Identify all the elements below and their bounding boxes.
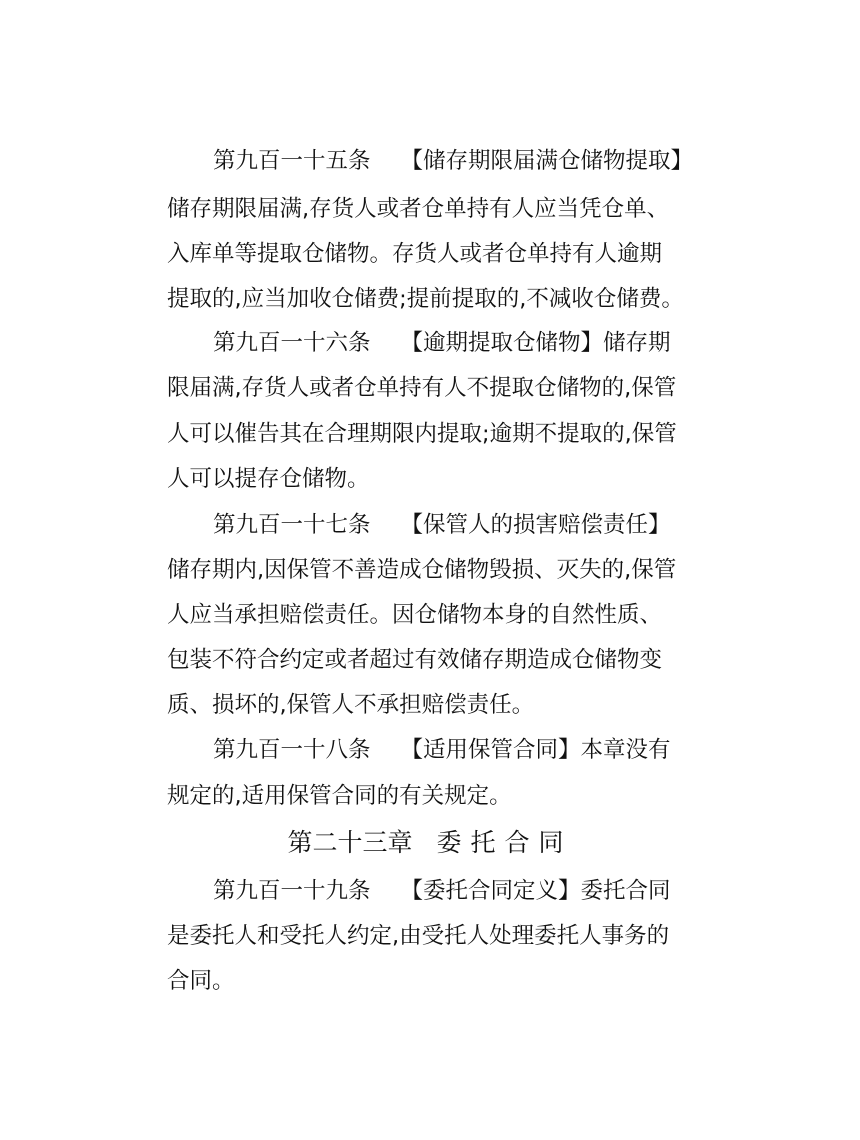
article-917-line: 包装不符合约定或者超过有效储存期造成仓储物变 — [167, 647, 663, 673]
article-title: 【适用保管合同】本章没有 — [400, 737, 671, 763]
article-title: 【委托合同定义】委托合同 — [400, 878, 671, 904]
article-916-line: 限届满,存货人或者仓单持有人不提取仓储物的,保管 — [167, 375, 677, 401]
article-number: 第九百一十五条 — [213, 148, 371, 174]
article-title: 【储存期限届满仓储物提取】 — [400, 148, 694, 174]
article-917-line: 储存期内,因保管不善造成仓储物毁损、灭失的,保管 — [167, 557, 677, 583]
article-916-heading — [213, 328, 671, 358]
article-917-line: 质、损坏的,保管人不承担赔偿责任。 — [167, 692, 535, 718]
article-915-heading — [213, 146, 693, 176]
article-915-line: 储存期限届满,存货人或者仓单持有人应当凭仓单、 — [167, 196, 670, 222]
article-number: 第九百一十八条 — [213, 737, 371, 763]
article-title: 【逾期提取仓储物】储存期 — [400, 330, 671, 356]
chapter-title: 委托合同 — [436, 828, 573, 857]
chapter-heading — [0, 826, 860, 860]
article-915-line: 提取的,应当加收仓储费;提前提取的,不减收仓储费。 — [167, 286, 684, 312]
article-915-line: 入库单等提取仓储物。存货人或者仓单持有人逾期 — [167, 241, 663, 267]
article-number: 第九百一十七条 — [213, 512, 371, 538]
article-918-heading — [213, 735, 671, 765]
article-919-line: 合同。 — [167, 968, 235, 994]
article-919-heading — [213, 876, 671, 906]
article-number: 第九百一十九条 — [213, 878, 371, 904]
chapter-number: 第二十三章 — [287, 828, 413, 857]
article-916-line: 人可以提存仓储物。 — [167, 466, 370, 492]
article-title: 【保管人的损害赔偿责任】 — [400, 512, 671, 538]
article-918-line: 规定的,适用保管合同的有关规定。 — [167, 783, 512, 809]
article-917-heading — [213, 510, 671, 540]
article-number: 第九百一十六条 — [213, 330, 371, 356]
article-916-line: 人可以催告其在合理期限内提取;逾期不提取的,保管 — [167, 421, 677, 447]
article-919-line: 是委托人和受托人约定,由受托人处理委托人事务的 — [167, 923, 670, 949]
article-917-line: 人应当承担赔偿责任。因仓储物本身的自然性质、 — [167, 602, 663, 628]
